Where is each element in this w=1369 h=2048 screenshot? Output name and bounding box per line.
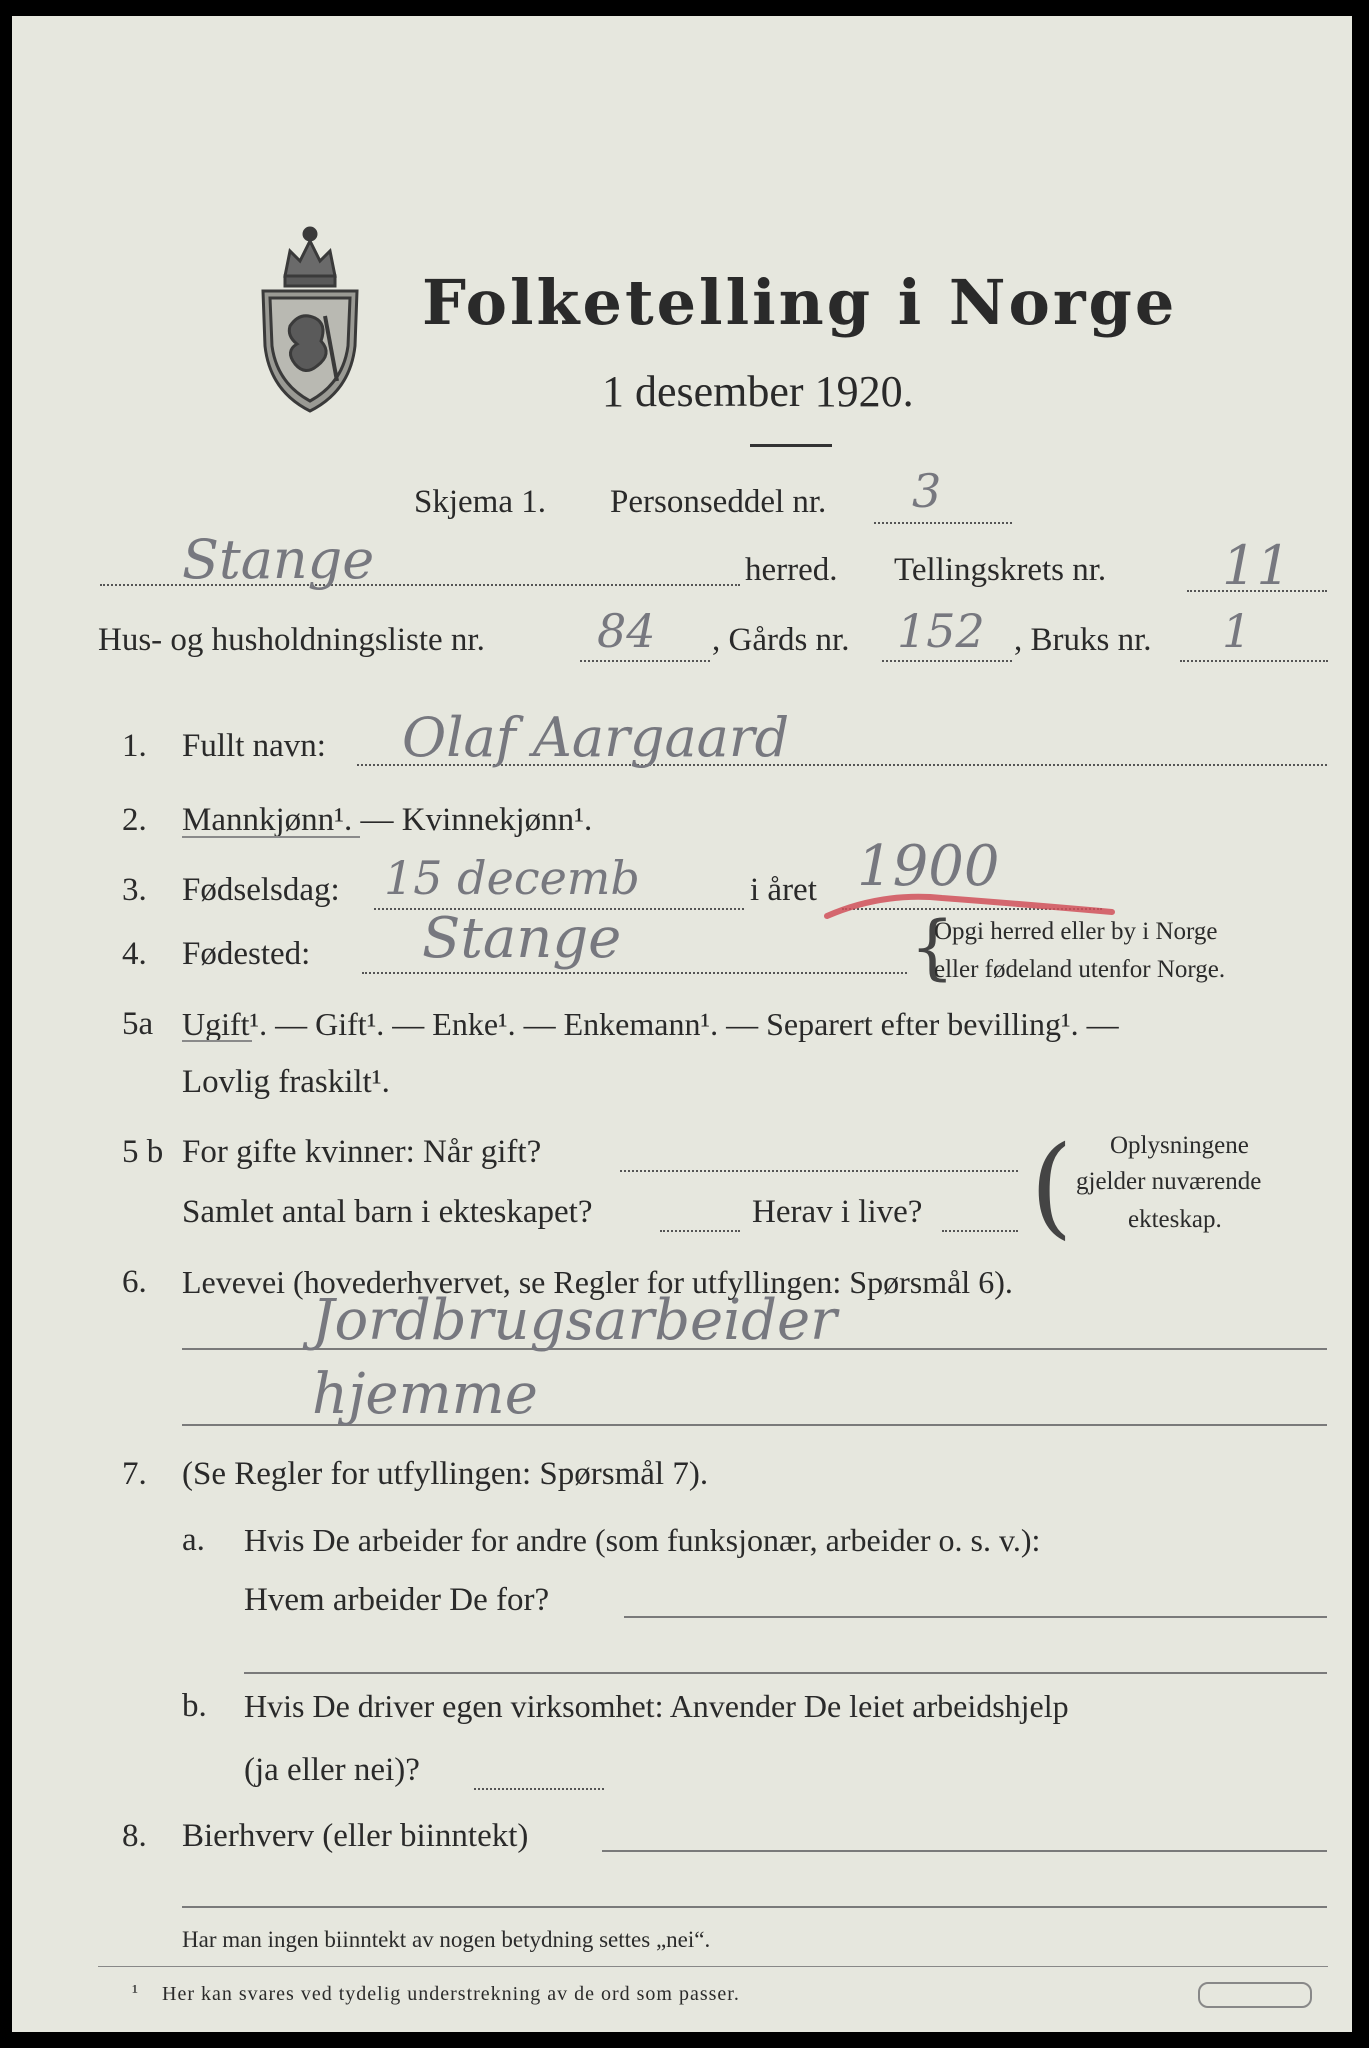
q6-value1[interactable]: Jordbrugsarbeider [312, 1288, 837, 1353]
personseddel-value[interactable]: 3 [912, 464, 942, 518]
q4-number: 4. [122, 936, 147, 972]
skjema-label: Skjema 1. [414, 484, 546, 520]
bruks-value[interactable]: 1 [1222, 604, 1252, 658]
q4-note-line1: Opgi herred eller by i Norge [934, 918, 1218, 945]
q5b-line2a: Samlet antal barn i ekteskapet? [182, 1194, 593, 1230]
q7b-line1: Hvis De driver egen virksomhet: Anvender De leiet arbeidshjelp [244, 1688, 1069, 1724]
personseddel-line [874, 522, 1012, 524]
q4-brace: { [910, 906, 955, 988]
q3-number: 3. [122, 872, 147, 908]
title-divider [750, 444, 832, 447]
q2-options: Mannkjønn¹. — Kvinnekjønn¹. [182, 802, 593, 838]
q7-number: 7. [122, 1456, 147, 1492]
q5a-underline-ugift [182, 1040, 252, 1042]
herred-value[interactable]: Stange [182, 528, 375, 591]
q4-note-line2: eller fødeland utenfor Norge. [934, 956, 1226, 983]
q5a-line2: Lovlig fraskilt¹. [182, 1064, 390, 1100]
q1-value[interactable]: Olaf Aargaard [402, 706, 790, 769]
q5b-number: 5 b [122, 1134, 164, 1170]
husliste-label: Hus- og husholdningsliste nr. [98, 622, 485, 658]
q7b-line2: (ja eller nei)? [244, 1752, 420, 1788]
printer-stamp-icon [1198, 1982, 1312, 2008]
q6-label: Levevei (hovederhvervet, se Regler for utfyllingen: Spørsmål 6). [182, 1264, 1013, 1300]
q7b-letter: b. [182, 1688, 207, 1724]
q5a-number: 5a [122, 1006, 154, 1042]
tellingskrets-label: Tellingskrets nr. [894, 552, 1107, 588]
q1-label: Fullt navn: [182, 728, 326, 764]
gards-value[interactable]: 152 [897, 604, 985, 658]
q7a-line2: Hvem arbeider De for? [244, 1582, 550, 1618]
census-form [12, 16, 1352, 2032]
husliste-line [580, 660, 710, 662]
q4-value[interactable]: Stange [422, 906, 622, 971]
q5b-children-line [660, 1230, 740, 1232]
q3-value[interactable]: 15 decemb [384, 851, 640, 905]
q5b-brace: ( [1030, 1122, 1073, 1250]
bruks-line [1180, 660, 1328, 662]
census-date: 1 desember 1920. [602, 367, 914, 416]
q7a-line1: Hvis De arbeider for andre (som funksjonær, arbeider o. s. v.): [244, 1522, 1041, 1558]
q5b-note3: ekteskap. [1128, 1206, 1222, 1233]
personseddel-label: Personseddel nr. [610, 484, 827, 520]
tellingskrets-value[interactable]: 11 [1222, 534, 1291, 597]
q3-year-value[interactable]: 1900 [857, 834, 1000, 899]
q6-value2[interactable]: hjemme [312, 1362, 538, 1427]
q7a-letter: a. [182, 1522, 205, 1558]
q2-number: 2. [122, 802, 147, 838]
bruks-label: , Bruks nr. [1014, 622, 1152, 658]
q8-answer-line2 [182, 1906, 1327, 1908]
q5b-alive-line [942, 1230, 1018, 1232]
q3-label: Fødselsdag: [182, 872, 340, 908]
q5b-line1: For gifte kvinner: Når gift? [182, 1134, 542, 1170]
gards-line [882, 660, 1012, 662]
q8-answer-line1 [602, 1850, 1327, 1852]
q5b-note1: Oplysningene [1110, 1132, 1249, 1159]
footnote-text: Her kan svares ved tydelig understrekning av de ord som passer. [162, 1983, 740, 2005]
footer-note: Har man ingen biinntekt av nogen betydning settes „nei“. [182, 1927, 711, 1952]
footnote-mark: ¹ [132, 1981, 138, 2003]
footnote-divider [98, 1966, 1328, 1967]
q2-underline-mannkjonn [182, 836, 360, 838]
q7-label: (Se Regler for utfyllingen: Spørsmål 7). [182, 1456, 709, 1492]
q5b-note2: gjelder nuværende [1076, 1168, 1262, 1195]
q6-number: 6. [122, 1264, 147, 1300]
husliste-value[interactable]: 84 [597, 604, 656, 658]
q5b-line2b: Herav i live? [752, 1194, 923, 1230]
q8-number: 8. [122, 1818, 147, 1854]
herred-label: herred. [745, 552, 838, 588]
q5a-line1: Ugift¹. — Gift¹. — Enke¹. — Enkemann¹. — Separert efter bevilling¹. — [182, 1006, 1119, 1042]
q8-label: Bierhverv (eller biinntekt) [182, 1818, 529, 1854]
q5b-when-line [620, 1170, 1018, 1172]
q3-year-label: i året [750, 872, 817, 908]
gards-label: , Gårds nr. [712, 622, 850, 658]
form-title: Folketelling i Norge [422, 266, 1178, 339]
q7a-answer-line1 [624, 1616, 1327, 1618]
coat-of-arms-icon [255, 206, 365, 416]
q1-number: 1. [122, 728, 147, 764]
q7a-answer-line2 [244, 1672, 1327, 1674]
q4-label: Fødested: [182, 936, 311, 972]
q7b-answer-line [474, 1788, 604, 1790]
q4-line [362, 972, 907, 974]
